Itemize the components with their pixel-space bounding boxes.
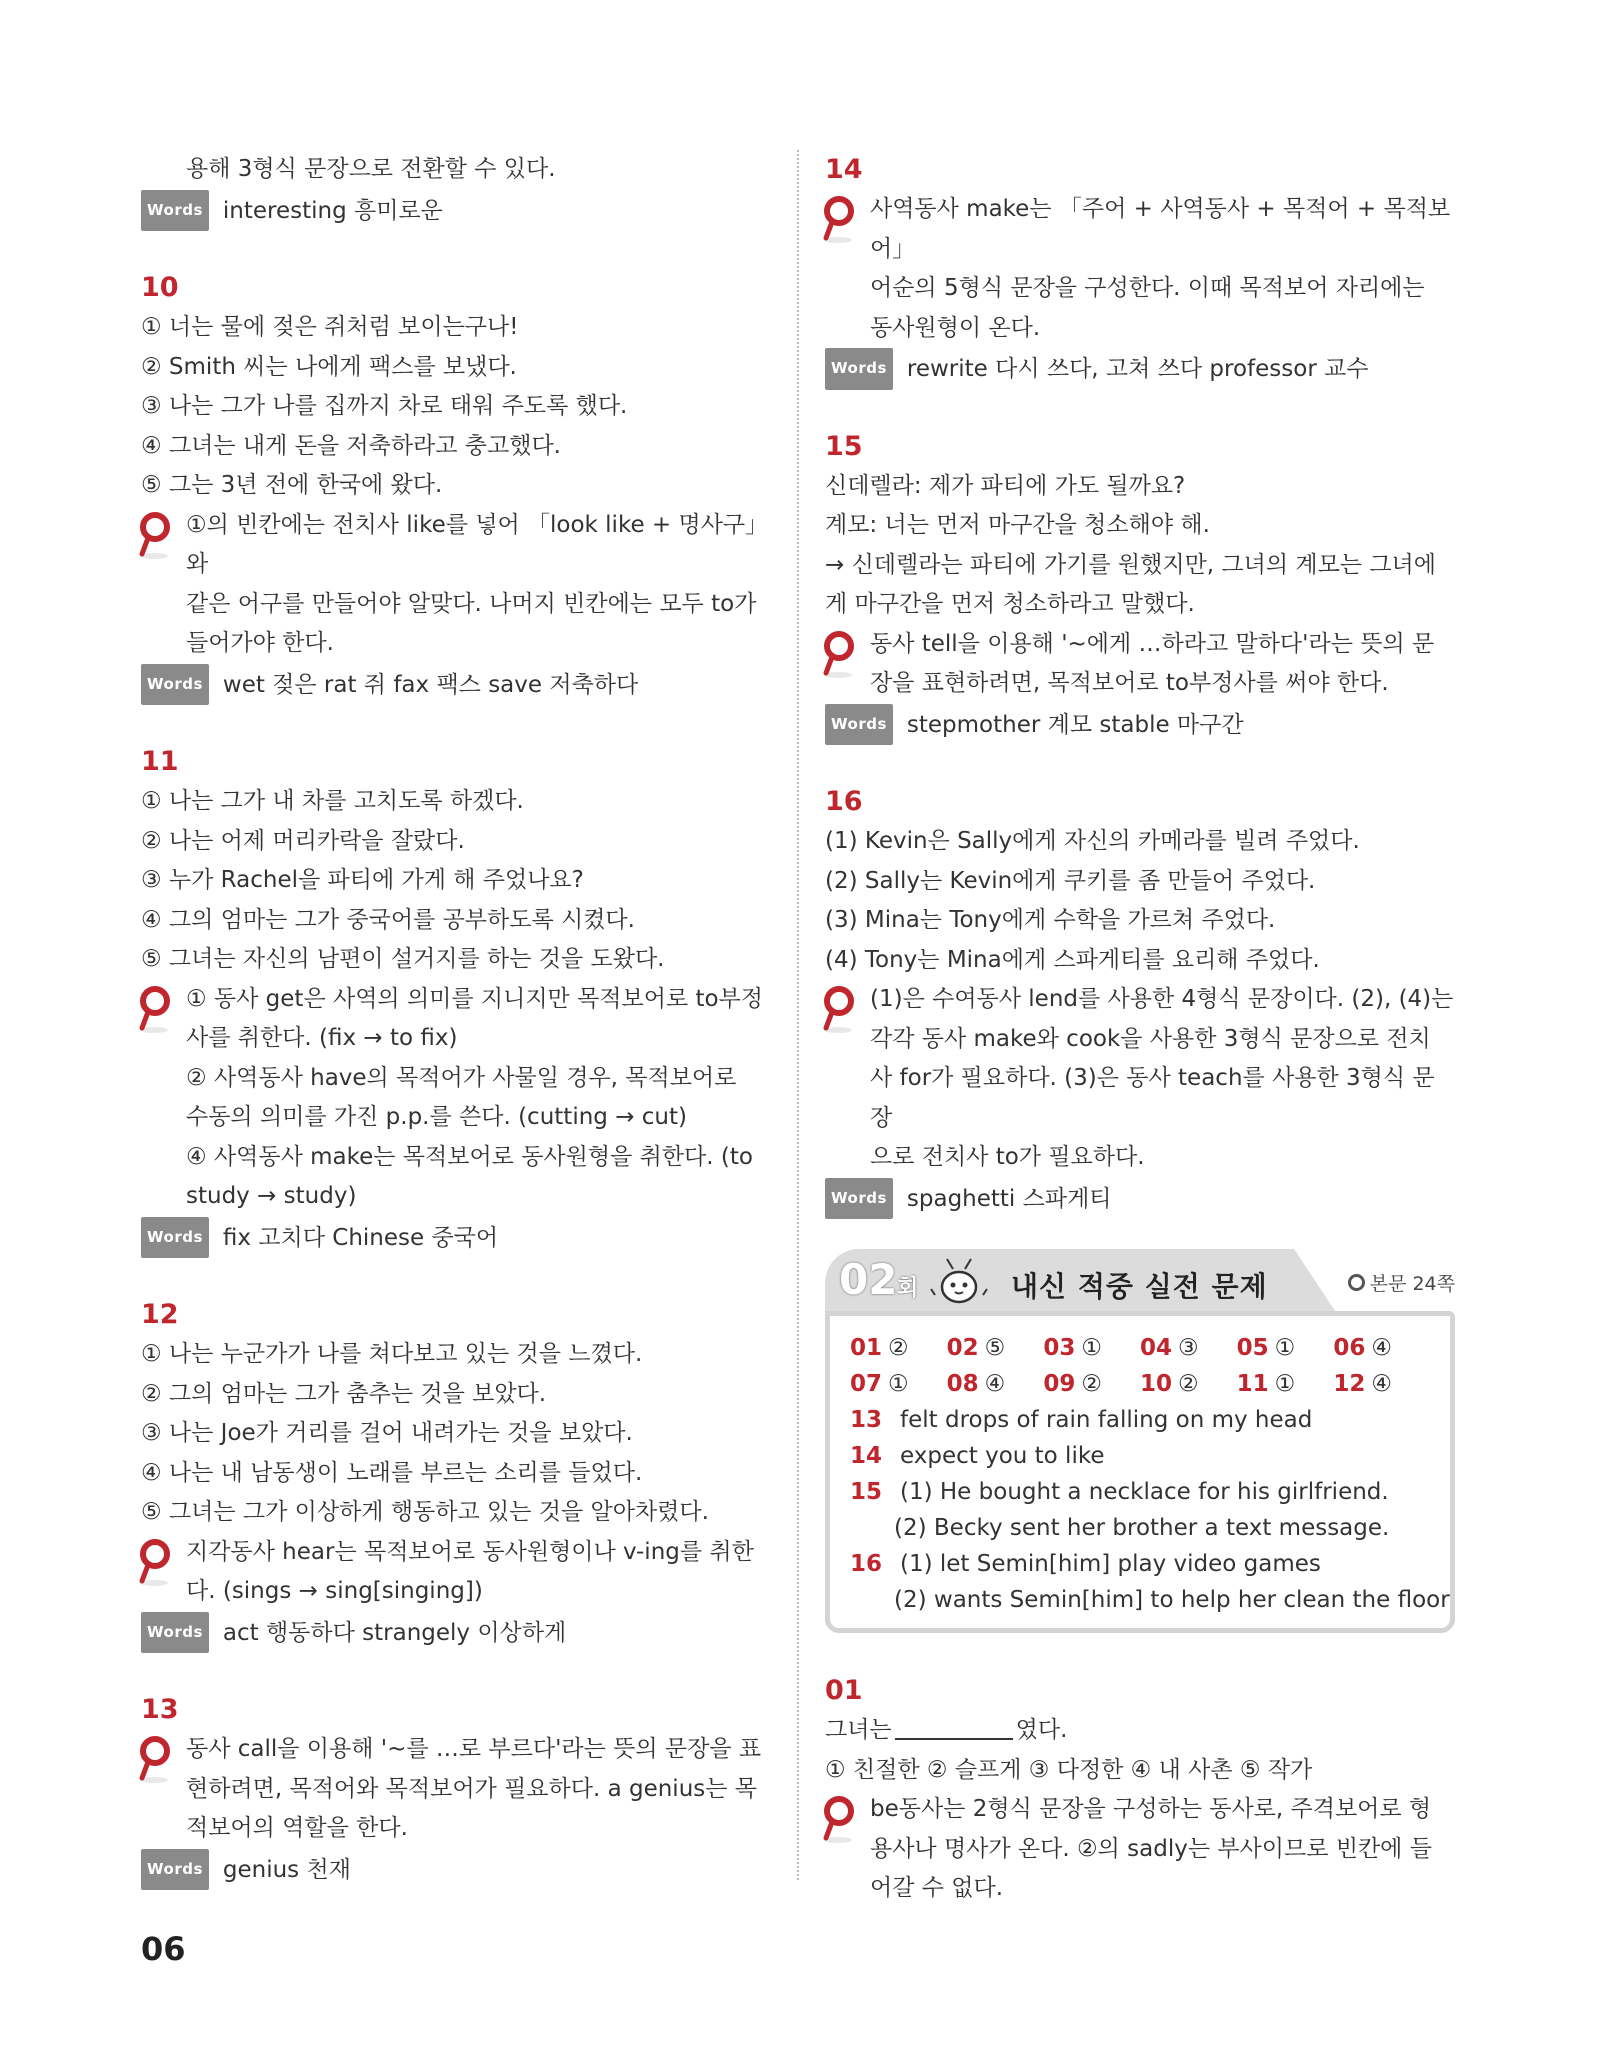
answer-line: (2) Sally는 Kevin에게 쿠키를 좀 만들어 주었다. — [825, 867, 1316, 894]
words-line: Words stepmother 계모 stable 마구간 — [825, 704, 1455, 746]
pin-icon — [822, 986, 856, 1034]
answer-line: ⑤ 그는 3년 전에 한국에 왔다. — [141, 472, 443, 498]
words-tag: Words — [141, 190, 209, 232]
answer-line: ② 나는 어제 머리카락을 잘랐다. — [141, 827, 465, 854]
explanation-note: ① 동사 get은 사역의 의미를 지니지만 목적보어로 to부정 사를 취한다. (fix → to fix) ② 사역동사 have의 목적어가 사물일 경우, 목적보어로 수동의 의미를 가진 p.p.를 쓴다. (cutting → cut) ④ 사역동사 make는 목적보어로 동사원형을 취한다. (to study → study) — [141, 980, 771, 1217]
question-number: 14 — [825, 154, 863, 185]
page-number: 06 — [141, 1930, 186, 1968]
answer-item: 11 ① — [1236, 1371, 1296, 1397]
test-header — [825, 1249, 1455, 1311]
words-tag: Words — [141, 1217, 209, 1259]
answer-line: ② 그의 엄마는 그가 춤추는 것을 보았다. — [141, 1380, 547, 1407]
intro-block — [141, 150, 771, 190]
answer-item: 01 ② — [850, 1335, 909, 1361]
test-title: 내신 적중 실전 문제 — [1011, 1270, 1268, 1303]
question-number: 15 — [825, 430, 863, 462]
words-line: Words spaghetti 스파게티 — [825, 1178, 1455, 1220]
pin-icon — [138, 986, 172, 1034]
page-reference: 본문 24쪽 — [1348, 1269, 1455, 1296]
words-line: Words fix 고치다 Chinese 중국어 — [141, 1217, 771, 1259]
answer-subline: (2) wants Semin[him] to help her clean the floor — [894, 1587, 1450, 1613]
answer-item: 12 ④ — [1333, 1371, 1392, 1397]
question-stem: 그녀는 였다. — [825, 1717, 1068, 1743]
test-round-suffix: 회 — [897, 1276, 919, 1301]
answer-line: 계모: 너는 먼저 마구간을 청소해야 해. — [825, 512, 1210, 538]
question-number: 13 — [141, 1694, 179, 1725]
question-number: 12 — [141, 1299, 179, 1330]
answer-line: ⑤ 그녀는 그가 이상하게 행동하고 있는 것을 알아차렸다. — [141, 1499, 709, 1525]
words-tag: Words — [825, 1178, 893, 1220]
answer-line: ④ 그의 엄마는 그가 중국어를 공부하도록 시켰다. — [141, 906, 635, 933]
answer-item: 09 ② — [1043, 1371, 1102, 1397]
pin-icon — [822, 196, 856, 244]
answer-item: 04 ③ — [1139, 1335, 1199, 1361]
words-line: Words wet 젖은 rat 쥐 fax 팩스 save 저축하다 — [141, 664, 771, 706]
answer-line: ④ 나는 내 남동생이 노래를 부르는 소리를 들었다. — [141, 1459, 643, 1486]
words-tag: Words — [141, 1612, 209, 1654]
answer-line: → 신데렐라는 파티에 가기를 원했지만, 그녀의 계모는 그녀에 — [825, 551, 1436, 578]
question-number: 11 — [141, 746, 179, 777]
answer-line: (1) Kevin은 Sally에게 자신의 카메라를 빌려 주었다. — [825, 828, 1360, 854]
explanation-note: 사역동사 make는 「주어 + 사역동사 + 목적어 + 목적보어」 어순의 5형식 문장을 구성한다. 이때 목적보어 자리에는 동사원형이 온다. — [825, 190, 1455, 348]
pin-icon — [138, 1539, 172, 1587]
answer-blank — [895, 1738, 1013, 1740]
pin-icon — [822, 1796, 856, 1844]
answer-item: 10 ② — [1139, 1371, 1199, 1397]
explanation-note: be동사는 2형식 문장을 구성하는 동사로, 주격보어로 형 용사나 명사가 온다. ②의 sadly는 부사이므로 빈칸에 들 어갈 수 없다. — [825, 1790, 1455, 1909]
question-number: 01 — [825, 1675, 863, 1706]
answer-line: 신데렐라: 제가 파티에 가도 될까요? — [825, 472, 1186, 499]
answer-line: (3) Mina는 Tony에게 수학을 가르쳐 주었다. — [825, 907, 1276, 933]
answer-item: 14 expect you to like — [850, 1443, 1105, 1469]
question-number: 10 — [141, 272, 179, 303]
pin-icon — [822, 631, 856, 679]
left-column — [141, 150, 771, 1890]
answer-item: 13 felt drops of rain falling on my head — [850, 1407, 1313, 1433]
answer-line: ① 나는 그가 내 차를 고치도록 하겠다. — [141, 788, 524, 814]
choices-line: ① 친절한 ② 슬프게 ③ 다정한 ④ 내 사촌 ⑤ 작가 — [825, 1756, 1313, 1783]
words-line: Words interesting 흥미로운 — [141, 190, 771, 232]
explanation-note: 동사 call을 이용해 '~를 …로 부르다'라는 뜻의 문장을 표 현하려면, 목적어와 목적보어가 필요하다. a genius는 목 적보어의 역할을 한다. — [141, 1730, 771, 1849]
answer-line: 게 마구간을 먼저 청소하라고 말했다. — [825, 591, 1195, 617]
answer-key-box — [825, 1311, 1455, 1633]
answer-line: ③ 나는 그가 나를 집까지 차로 태워 주도록 했다. — [141, 393, 628, 419]
answer-item: 06 ④ — [1333, 1335, 1392, 1361]
intro-line: 용해 3형식 문장으로 전환할 수 있다. — [186, 156, 556, 182]
circle-bullet-icon — [1348, 1274, 1365, 1291]
explanation-note: 지각동사 hear는 목적보어로 동사원형이나 v-ing를 취한 다. (sings → sing[singing]) — [141, 1533, 771, 1612]
answer-line: ⑤ 그녀는 자신의 남편이 설거지를 하는 것을 도왔다. — [141, 946, 665, 972]
words-line: Words genius 천재 — [141, 1849, 771, 1891]
explanation-note: (1)은 수여동사 lend를 사용한 4형식 문장이다. (2), (4)는 각각 동사 make와 cook을 사용한 3형식 문장으로 전치 사 for가 필요하다. (3)은 동사 teach를 사용한 3형식 문장 으로 전치사 to가 필요하다. — [825, 980, 1455, 1178]
answer-line: ① 너는 물에 젖은 쥐처럼 보이는구나! — [141, 314, 519, 340]
answer-item: 05 ① — [1236, 1335, 1296, 1361]
mascot-icon — [929, 1257, 989, 1307]
answer-line: ③ 누가 Rachel을 파티에 가게 해 주었나요? — [141, 867, 584, 893]
explanation-note: ①의 빈칸에는 전치사 like를 넣어 「look like + 명사구」와 같은 어구를 만들어야 알맞다. 나머지 빈칸에는 모두 to가 들어가야 한다. — [141, 506, 771, 664]
right-column — [825, 150, 1455, 1909]
explanation-note: 동사 tell을 이용해 '~에게 …하라고 말하다'라는 뜻의 문 장을 표현하려면, 목적보어로 to부정사를 써야 한다. — [825, 625, 1455, 704]
answer-line: ① 나는 누군가가 나를 쳐다보고 있는 것을 느꼈다. — [141, 1341, 643, 1367]
words-line: Words rewrite 다시 쓰다, 고쳐 쓰다 professor 교수 — [825, 348, 1455, 390]
words-tag: Words — [141, 1849, 209, 1891]
answer-grid — [850, 1330, 1430, 1402]
answer-item: 15 (1) He bought a necklace for his girlfriend. — [850, 1479, 1389, 1505]
question-number: 16 — [825, 786, 863, 817]
answer-item: 03 ① — [1043, 1335, 1102, 1361]
column-divider — [797, 150, 799, 1880]
answer-line: ② Smith 씨는 나에게 팩스를 보냈다. — [141, 353, 517, 380]
answer-item: 08 ④ — [946, 1371, 1006, 1397]
answer-item: 02 ⑤ — [946, 1335, 1006, 1361]
words-line: Words act 행동하다 strangely 이상하게 — [141, 1612, 771, 1654]
test-round-number: 02 — [839, 1255, 898, 1304]
answer-line: ④ 그녀는 내게 돈을 저축하라고 충고했다. — [141, 432, 561, 459]
words-tag: Words — [825, 348, 893, 390]
words-tag: Words — [141, 664, 209, 706]
answer-line: ③ 나는 Joe가 거리를 걸어 내려가는 것을 보았다. — [141, 1420, 633, 1446]
words-tag: Words — [825, 704, 893, 746]
answer-item: 16 (1) let Semin[him] play video games — [850, 1551, 1321, 1577]
answer-item: 07 ① — [850, 1371, 909, 1397]
answer-subline: (2) Becky sent her brother a text message. — [894, 1515, 1390, 1541]
pin-icon — [138, 1736, 172, 1784]
answer-line: (4) Tony는 Mina에게 스파게티를 요리해 주었다. — [825, 946, 1320, 973]
pin-icon — [138, 512, 172, 560]
